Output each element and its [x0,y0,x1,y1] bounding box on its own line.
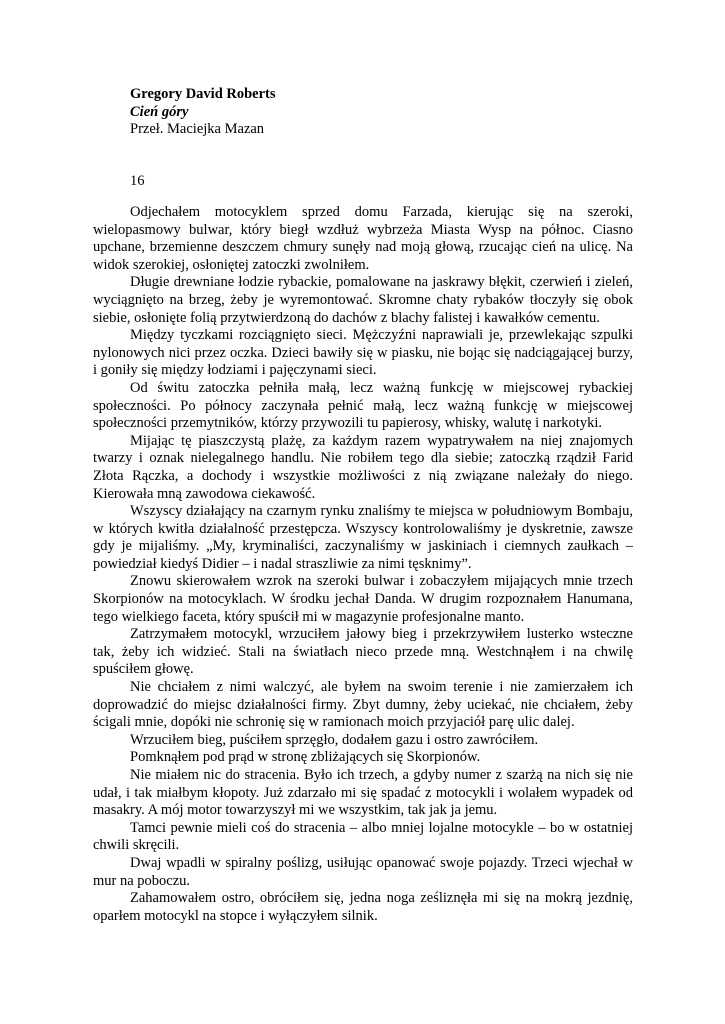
paragraph: Wrzuciłem bieg, puściłem sprzęgło, dodałem gazu i ostro zawróciłem. [130,731,539,748]
paragraph: Odjechałem motocyklem sprzed domu Farzada, kierując się na szeroki, wielopasmowy bulwar, który biegł wzdłuż wybrzeża Miasta Wysp na północ. Ciasno upchane, brzemienne deszczem chmury sunęły nad moją głową, rzucając cień na ulicę. Na widok szerokiej, osłoniętej zatoczki zwolniłem. [93,204,633,273]
paragraph: Nie miałem nic do stracenia. Było ich trzech, a gdyby numer z szarżą na nich się nie udał, i tak miałbym kłopoty. Już zdarzało mi się spadać z motocykli i wolałem wypadek od masakry. A mój motor towarzyszył mi we wszystkim, tak jak ja jemu. [93,767,633,819]
document-header [130,86,610,139]
paragraph: Od świtu zatoczka pełniła małą, lecz ważną funkcję w miejscowej rybackiej społeczności. Po północy zaczynała pełnić małą, lecz ważną funkcję w miejscowej społeczności przemytników, którzy przywozili tu papierosy, whisky, walutę i narkotyki. [93,379,633,432]
paragraph: Nie chciałem z nimi walczyć, ale byłem na swoim terenie i nie zamierzałem ich doprowadzić do miejsc działalności firmy. Zbyt dumny, żeby uciekać, nie chciałem, żeby ścigali mnie, dopóki nie schronię się w ramionach moich przyjaciół parę ulic dalej. [93,679,633,731]
paragraph: Zahamowałem ostro, obróciłem się, jedna noga ześliznęła mi się na mokrą jezdnię, oparłem motocykl na stopce i wyłączyłem silnik. [93,890,633,924]
paragraph: Długie drewniane łodzie rybackie, pomalowane na jaskrawy błękit, czerwień i zieleń, wyciągnięto na brzeg, żeby je wyremontować. Skromne chaty rybaków tłoczyły się obok siebie, osłonięte folią przytwierdzoną do dachów z blachy falistej i kawałków cementu. [93,274,633,326]
paragraph: Między tyczkami rozciągnięto sieci. Mężczyźni naprawiali je, przewlekając szpulki nylonowych nici przez oczka. Dzieci bawiły się w piasku, nie bojąc się nadciągającej burzy, i goniły się między łodziami i pajęczynami sieci. [93,327,633,379]
paragraph: Pomknąłem pod prąd w stronę zbliżających się Skorpionów. [130,749,481,766]
author-name: Gregory David Roberts [130,86,276,102]
translator-credit: Przeł. Maciejka Mazan [130,121,265,138]
chapter-number: 16 [130,173,145,189]
paragraph: Mijając tę piaszczystą plażę, za każdym razem wypatrywałem na niej znajomych twarzy i oznak nielegalnego handlu. Nie robiłem tego dla siebie; zatoczką rządził Farid Złota Rączka, a dochody i wszystkie możliwości z nią związane należały do niego. Kierowała mną zawodowa ciekawość. [93,432,633,502]
paragraph: Wszyscy działający na czarnym rynku znaliśmy te miejsca w południowym Bombaju, w których kwitła działalność przestępcza. Wszyscy kontrolowaliśmy je dyskretnie, zawsze gdy je mijaliśmy. „My, kryminaliści, zaczynaliśmy w jaskiniach i ciemnych zaułkach – powiedział kiedyś Didier – i nadal straszliwie za nimi tęsknimy”. [93,503,633,572]
paragraph: Dwaj wpadli w spiralny poślizg, usiłując opanować swoje pojazdy. Trzeci wjechał w mur na poboczu. [93,854,633,889]
body-text [93,204,633,925]
paragraph: Tamci pewnie mieli coś do stracenia – albo mniej lojalne motocykle – bo w ostatniej chwili skręcili. [93,819,633,854]
paragraph: Zatrzymałem motocykl, wrzuciłem jałowy bieg i przekrzywiłem lusterko wsteczne tak, żeby ich widzieć. Stali na światłach nieco przede mną. Westchnąłem i na chwilę spuściłem głowę. [93,626,633,678]
paragraph: Znowu skierowałem wzrok na szeroki bulwar i zobaczyłem mijających mnie trzech Skorpionów na motocyklach. W środku jechał Danda. W drugim rozpoznałem Hanumana, tego wielkiego faceta, który spuścił mi w magazynie profesjonalne manto. [93,573,633,625]
book-title: Cień góry [130,103,189,120]
